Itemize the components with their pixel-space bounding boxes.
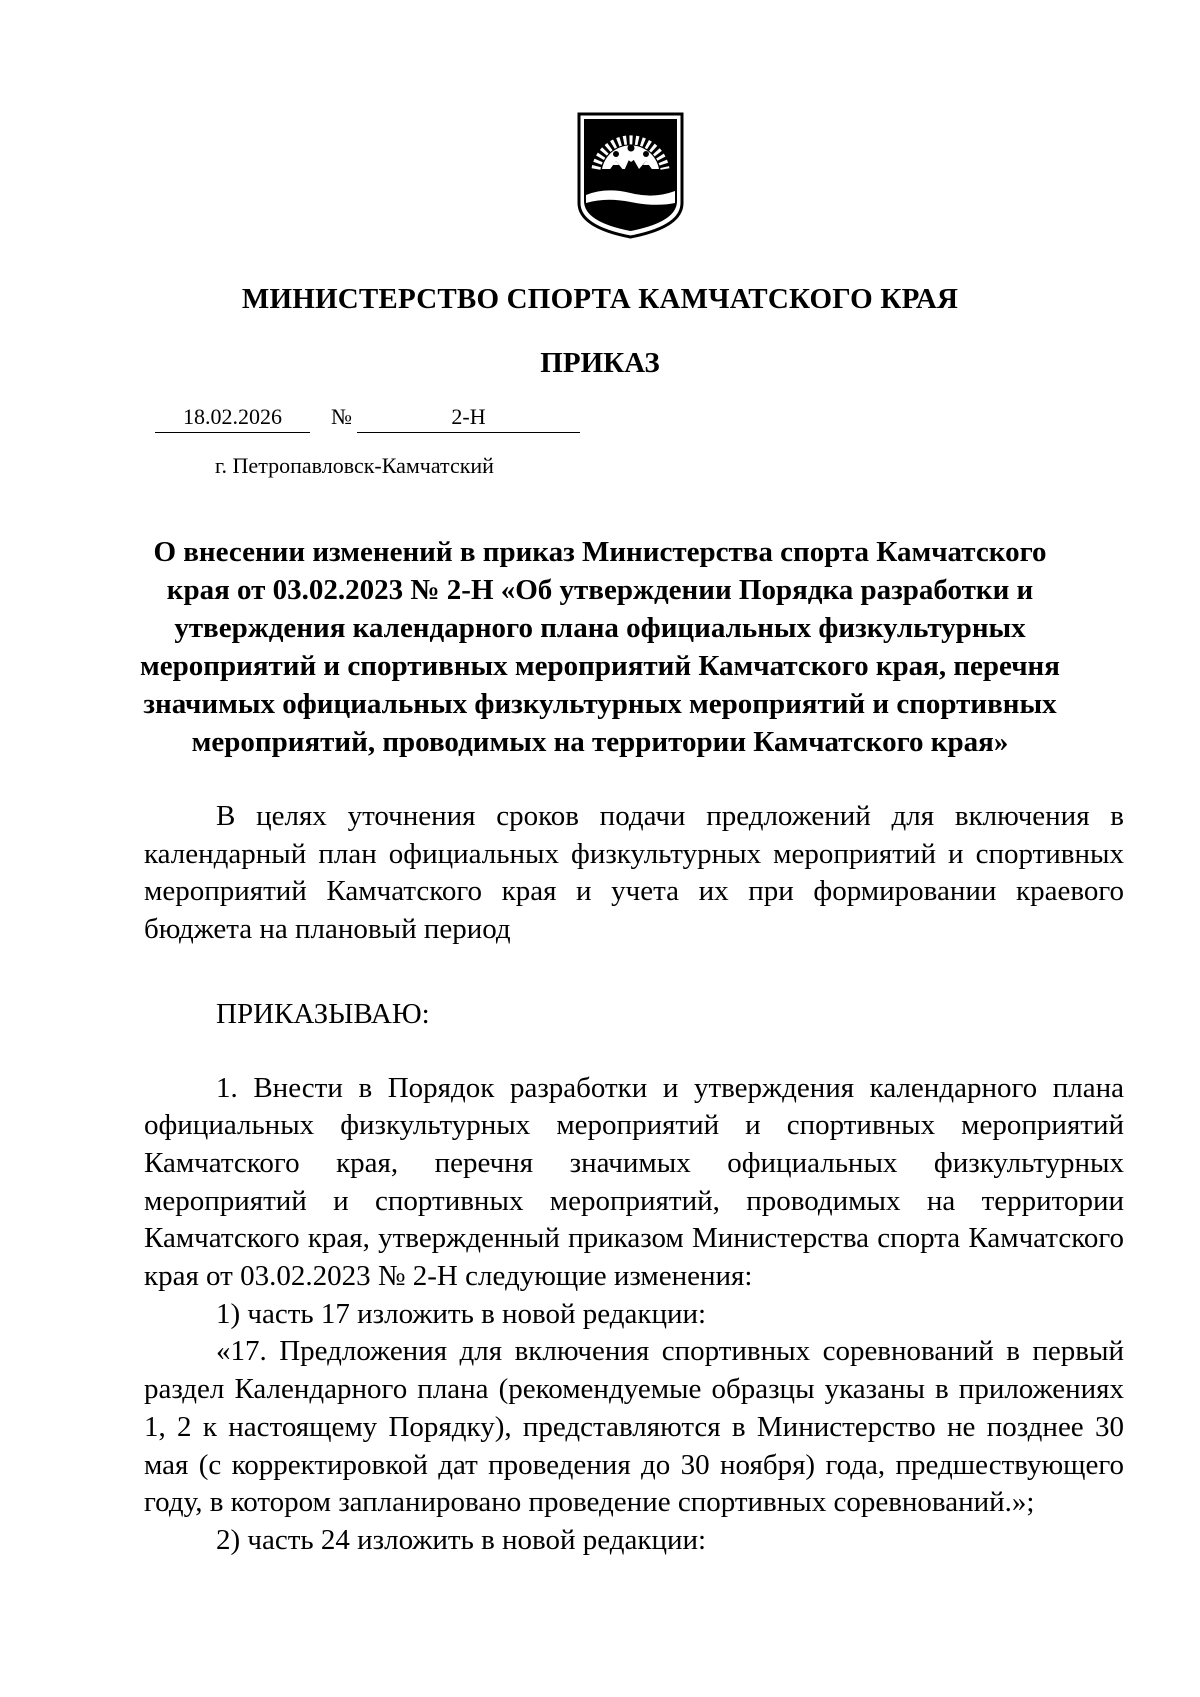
- subitem-1-paragraph: 1) часть 17 изложить в новой редакции:: [216, 1297, 707, 1330]
- quote-part-17-paragraph: «17. Предложения для включения спортивных соревнований в первый раздел Календарного плана (рекомендуемые образцы указаны в приложениях 1, 2 к настоящему Порядку), представляются в Министерство не позднее 30 мая (с корректировкой дат проведения до 30 ноября) года, предшествующего году, в котором запланировано проведение спортивных соревнований.»;: [144, 1335, 1124, 1519]
- order-number: 2-Н: [357, 402, 580, 433]
- document-title: О внесении изменений в приказ Министерства спорта Камчатского края от 03.02.2023 № 2-Н «Об утверждении Порядка разработки и утверждения календарного плана официальных физкультурных мероприятий и спортивных мероприятий Камчатского края, перечня значимых официальных физкультурных мероприятий и спортивных мероприятий, проводимых на территории Камчатского края»: [140, 536, 1060, 758]
- preamble-paragraph: В целях уточнения сроков подачи предложений для включения в календарный план официальных физкультурных мероприятий и спортивных мероприятий Камчатского края и учета их при формировании краевого бюджета на плановый период: [144, 800, 1124, 946]
- order-number-label: №: [331, 404, 352, 429]
- ministry-name: МИНИСТЕРСТВО СПОРТА КАМЧАТСКОГО КРАЯ: [241, 283, 959, 315]
- document-type: ПРИКАЗ: [540, 347, 660, 379]
- kamchatka-coat-of-arms-icon: [576, 111, 685, 239]
- item-1-paragraph: 1. Внести в Порядок разработки и утверждения календарного плана официальных физкультурных мероприятий и спортивных мероприятий Камчатского края, перечня значимых официальных физкультурных мероприятий и спортивных мероприятий, проводимых на территории Камчатского края, утвержденный приказом Министерства спорта Камчатского края от 03.02.2023 № 2-Н следующие изменения:: [144, 1071, 1124, 1293]
- document-body: [144, 798, 1124, 1560]
- subitem-2-paragraph: 2) часть 24 изложить в новой редакции:: [216, 1523, 707, 1556]
- city: г. Петропавловск-Камчатский: [215, 453, 494, 478]
- order-date: 18.02.2026: [155, 402, 310, 433]
- order-word: ПРИКАЗЫВАЮ:: [216, 997, 430, 1030]
